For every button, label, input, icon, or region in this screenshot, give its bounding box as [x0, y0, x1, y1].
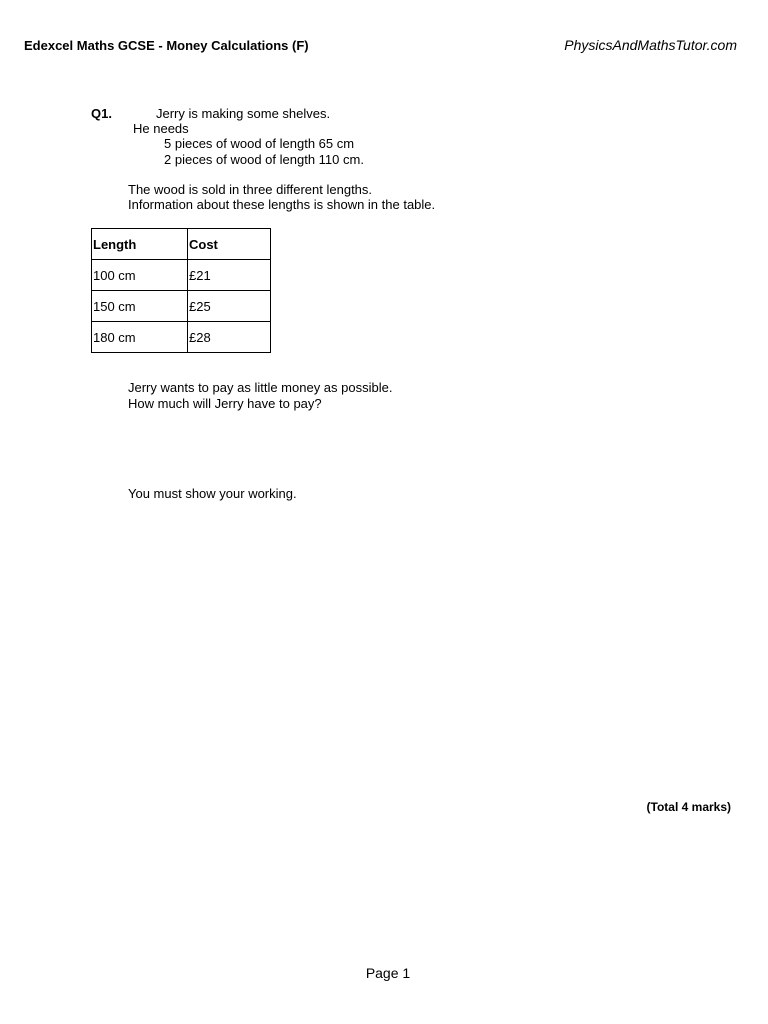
- table-row: [92, 260, 271, 291]
- question-line-3: 5 pieces of wood of length 65 cm: [164, 136, 355, 151]
- question-line-4: 2 pieces of wood of length 110 cm.: [164, 152, 364, 167]
- wood-lengths-table: [91, 228, 271, 353]
- document-header-title: Edexcel Maths GCSE - Money Calculations (F): [24, 38, 309, 53]
- table-cell-cost: £25: [188, 291, 271, 322]
- table-row: [92, 291, 271, 322]
- table-row: [92, 322, 271, 353]
- question-line-6: Information about these lengths is shown in the table.: [128, 197, 436, 212]
- prompt-line-1: Jerry wants to pay as little money as possible.: [128, 380, 393, 395]
- site-name: PhysicsAndMathsTutor.com: [564, 37, 737, 53]
- table-cell-length: 180 cm: [92, 322, 188, 353]
- page-number: Page 1: [365, 965, 411, 981]
- table-cell-cost: £28: [188, 322, 271, 353]
- total-marks: (Total 4 marks): [646, 800, 731, 814]
- prompt-line-2: How much will Jerry have to pay?: [128, 396, 322, 411]
- table-cell-length: 100 cm: [92, 260, 188, 291]
- table-header-length: Length: [92, 229, 188, 260]
- table-header-cost: Cost: [188, 229, 271, 260]
- working-instruction: You must show your working.: [128, 486, 297, 501]
- question-line-5: The wood is sold in three different lengths.: [128, 182, 373, 197]
- table-header-row: [92, 229, 271, 260]
- question-line-1: Jerry is making some shelves.: [156, 106, 331, 121]
- table-cell-cost: £21: [188, 260, 271, 291]
- question-number: Q1.: [91, 106, 112, 121]
- table-cell-length: 150 cm: [92, 291, 188, 322]
- question-line-2: He needs: [133, 121, 189, 136]
